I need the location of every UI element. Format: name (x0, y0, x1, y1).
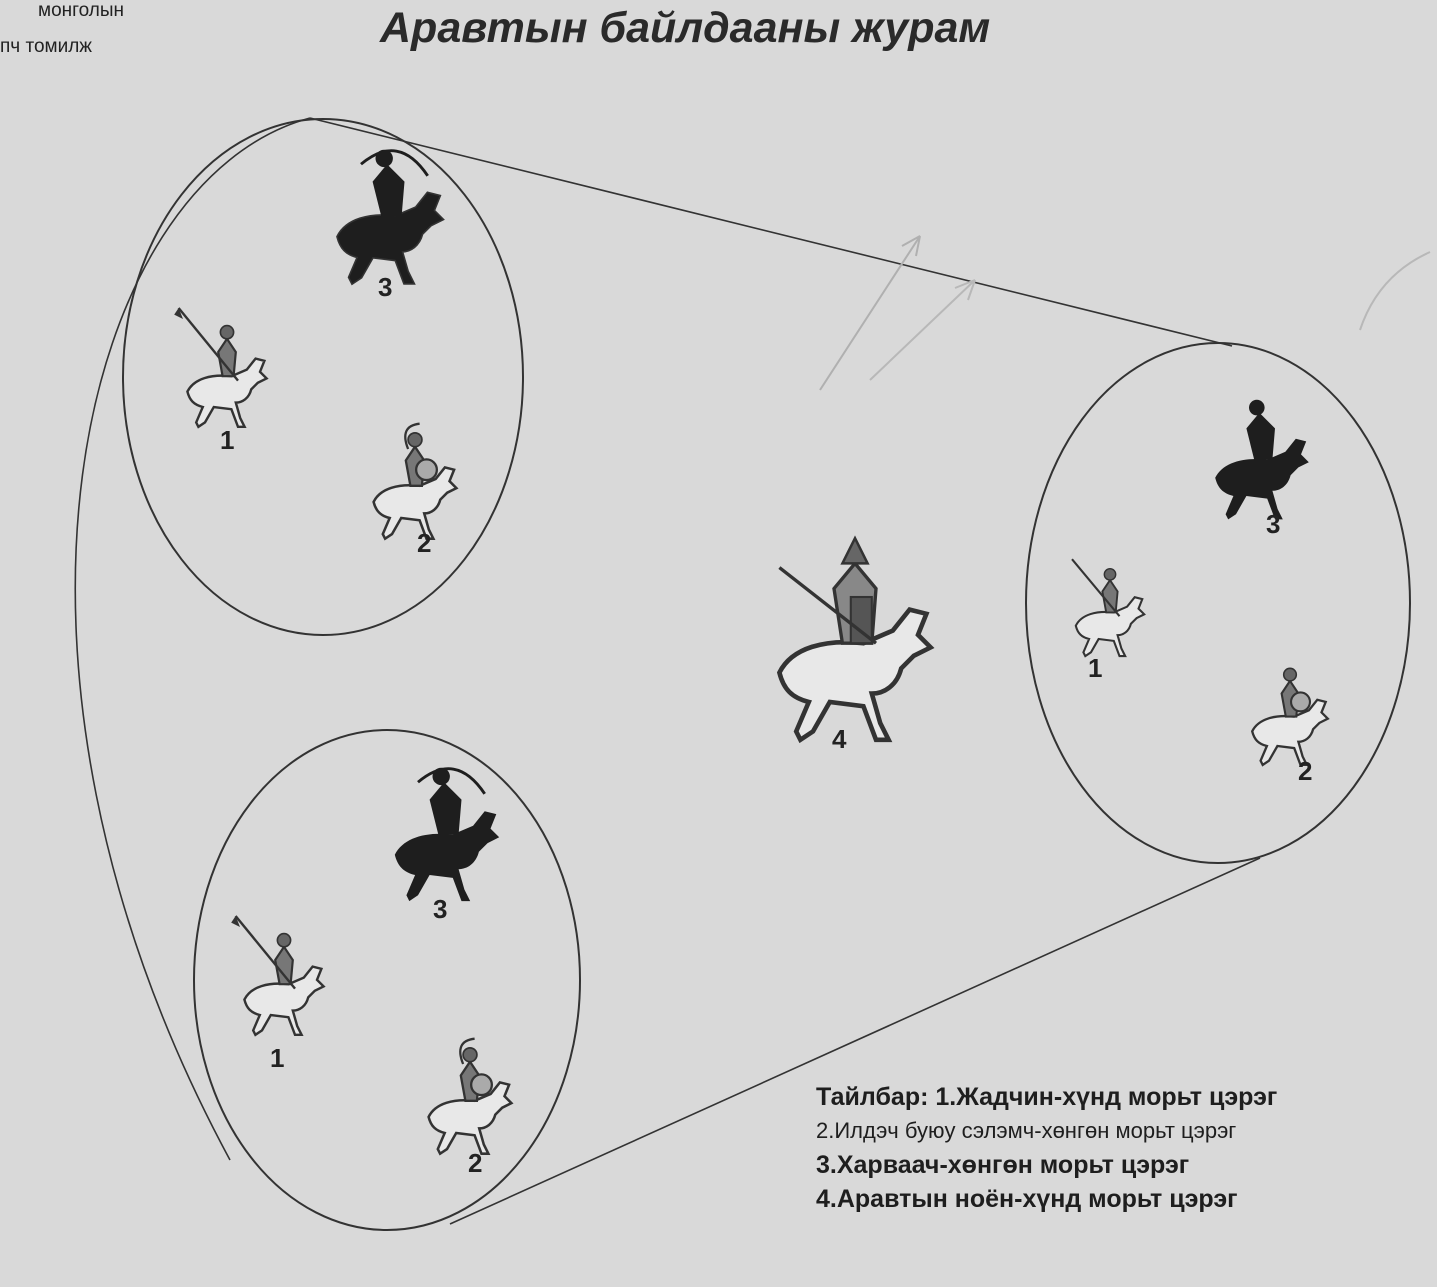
group-ellipse-bottom-left (194, 730, 580, 1230)
commander-heavy-cavalry-icon (779, 538, 930, 740)
unit-label-3: 3 (1266, 509, 1281, 539)
unit-label-1: 1 (270, 1043, 285, 1073)
diagram-title: Аравтын байлдааны журам (380, 4, 991, 52)
unit-label-2: 2 (468, 1148, 483, 1178)
margin-text-2: пч томилж (0, 36, 92, 57)
legend (816, 1080, 1277, 1216)
faint-arrow-2 (870, 280, 975, 380)
group-ellipse-right (1026, 343, 1410, 863)
unit-label-4: 4 (832, 724, 847, 754)
archer-light-cavalry-icon (338, 150, 442, 283)
swordsman-light-cavalry-icon (429, 1039, 512, 1154)
margin-text-1: монголын (38, 0, 125, 21)
frame-top-line (310, 118, 1232, 346)
unit-label-1: 1 (1088, 653, 1103, 683)
lancer-heavy-cavalry-icon (174, 308, 266, 427)
swordsman-light-cavalry-icon (1252, 668, 1328, 765)
unit-label-1: 1 (220, 425, 235, 455)
lancer-heavy-cavalry-icon (1072, 559, 1144, 656)
archer-light-cavalry-icon (395, 768, 499, 901)
faint-arrow-1 (820, 236, 920, 390)
archer-light-cavalry-icon (1215, 400, 1309, 520)
legend-title: Тайлбар: 1.Жадчин-хүнд морьт цэрэг (816, 1083, 1278, 1111)
legend-item: 4.Аравтын ноён-хүнд морьт цэрэг (816, 1185, 1238, 1213)
unit-label-2: 2 (1298, 756, 1313, 786)
legend-item: 3.Харваач-хөнгөн морьт цэрэг (816, 1151, 1190, 1179)
legend-item: 2.Илдэч буюу сэлэмч-хөнгөн морьт цэрэг (816, 1118, 1237, 1143)
group-ellipse-top-left (123, 119, 523, 635)
unit-label-3: 3 (433, 894, 448, 924)
lancer-heavy-cavalry-icon (231, 916, 323, 1035)
swordsman-light-cavalry-icon (374, 424, 457, 539)
unit-label-2: 2 (417, 528, 432, 558)
unit-label-3: 3 (378, 272, 393, 302)
faint-mark-right (1360, 252, 1430, 330)
